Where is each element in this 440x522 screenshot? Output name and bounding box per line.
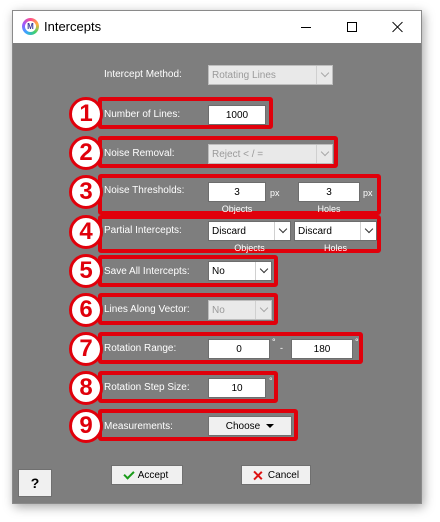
annotation-badge-6: 6 bbox=[69, 293, 103, 327]
intercepts-dialog bbox=[12, 10, 422, 504]
noise-threshold-objects-input[interactable]: 3 bbox=[208, 182, 266, 202]
measurements-choose-button[interactable] bbox=[208, 416, 292, 436]
annotation-badge-1: 1 bbox=[69, 97, 103, 131]
rotation-range-start-degree: ° bbox=[272, 337, 276, 347]
accept-label: Accept bbox=[137, 469, 169, 481]
rotation-range-start-input[interactable]: 0 bbox=[208, 339, 270, 359]
save-all-intercepts-label: Save All Intercepts: bbox=[104, 266, 190, 277]
checkmark-icon bbox=[123, 468, 134, 479]
rotation-step-size-input[interactable]: 10 bbox=[208, 378, 266, 398]
annotation-badge-7: 7 bbox=[69, 332, 103, 366]
rotation-step-size-degree: ° bbox=[269, 376, 273, 386]
intercept-method-label: Intercept Method: bbox=[104, 69, 182, 80]
save-all-intercepts-value: No bbox=[212, 265, 225, 277]
dropdown-arrow-icon bbox=[266, 424, 274, 428]
rotation-range-end-degree: ° bbox=[355, 337, 359, 347]
partial-intercepts-holes-select[interactable] bbox=[294, 221, 377, 241]
window-title: Intercepts bbox=[44, 19, 102, 34]
number-of-lines-input[interactable]: 1000 bbox=[208, 105, 266, 125]
minimize-button[interactable] bbox=[283, 11, 329, 43]
cancel-label: Cancel bbox=[267, 469, 300, 481]
partial-intercepts-objects-select[interactable] bbox=[208, 221, 291, 241]
annotation-badge-2: 2 bbox=[69, 136, 103, 170]
annotation-badge-9: 9 bbox=[69, 409, 103, 443]
measurements-choose-label: Choose bbox=[225, 420, 261, 432]
app-logo-icon: M bbox=[22, 18, 39, 35]
noise-threshold-holes-input[interactable]: 3 bbox=[298, 182, 360, 202]
rotation-step-size-label: Rotation Step Size: bbox=[104, 382, 190, 393]
partial-intercepts-label: Partial Intercepts: bbox=[104, 225, 182, 236]
noise-threshold-holes-unit: px bbox=[363, 188, 373, 198]
lines-along-vector-select bbox=[208, 300, 272, 320]
lines-along-vector-value: No bbox=[212, 304, 225, 316]
noise-threshold-objects-unit: px bbox=[270, 188, 280, 198]
partial-intercepts-objects-value: Discard bbox=[212, 225, 246, 237]
noise-thresholds-label: Noise Thresholds: bbox=[104, 185, 185, 196]
title-bar[interactable] bbox=[13, 11, 421, 43]
noise-threshold-objects-caption: Objects bbox=[221, 204, 253, 214]
chevron-down-icon bbox=[360, 222, 376, 240]
chevron-down-icon bbox=[274, 222, 290, 240]
minimize-icon bbox=[301, 27, 311, 28]
annotation-badge-5: 5 bbox=[69, 254, 103, 288]
rotation-range-separator: - bbox=[280, 343, 283, 353]
partial-intercepts-holes-value: Discard bbox=[298, 225, 332, 237]
noise-removal-label: Noise Removal: bbox=[104, 148, 175, 159]
maximize-icon bbox=[347, 22, 357, 32]
rotation-range-end-input[interactable]: 180 bbox=[291, 339, 353, 359]
help-button[interactable]: ? bbox=[18, 469, 52, 497]
chevron-down-icon bbox=[316, 66, 332, 84]
chevron-down-icon bbox=[255, 301, 271, 319]
cancel-x-icon bbox=[253, 471, 262, 480]
chevron-down-icon bbox=[255, 262, 271, 280]
noise-removal-select bbox=[208, 144, 333, 164]
partial-intercepts-objects-caption: Objects bbox=[234, 243, 265, 253]
noise-removal-value: Reject < / = bbox=[212, 148, 264, 160]
intercept-method-select bbox=[208, 65, 333, 85]
rotation-range-label: Rotation Range: bbox=[104, 343, 177, 354]
close-button[interactable] bbox=[375, 11, 421, 43]
close-icon bbox=[392, 21, 404, 33]
accept-button[interactable] bbox=[111, 465, 183, 485]
measurements-label: Measurements: bbox=[104, 421, 173, 432]
annotation-badge-3: 3 bbox=[69, 175, 103, 209]
lines-along-vector-label: Lines Along Vector: bbox=[104, 304, 190, 315]
number-of-lines-label: Number of Lines: bbox=[104, 109, 181, 120]
annotation-badge-4: 4 bbox=[69, 215, 103, 249]
intercept-method-value: Rotating Lines bbox=[212, 69, 276, 81]
maximize-button[interactable] bbox=[329, 11, 375, 43]
cancel-button[interactable] bbox=[241, 465, 311, 485]
save-all-intercepts-select[interactable] bbox=[208, 261, 272, 281]
chevron-down-icon bbox=[316, 145, 332, 163]
annotation-badge-8: 8 bbox=[69, 371, 103, 405]
partial-intercepts-holes-caption: Holes bbox=[323, 243, 347, 253]
noise-threshold-holes-caption: Holes bbox=[317, 204, 341, 214]
